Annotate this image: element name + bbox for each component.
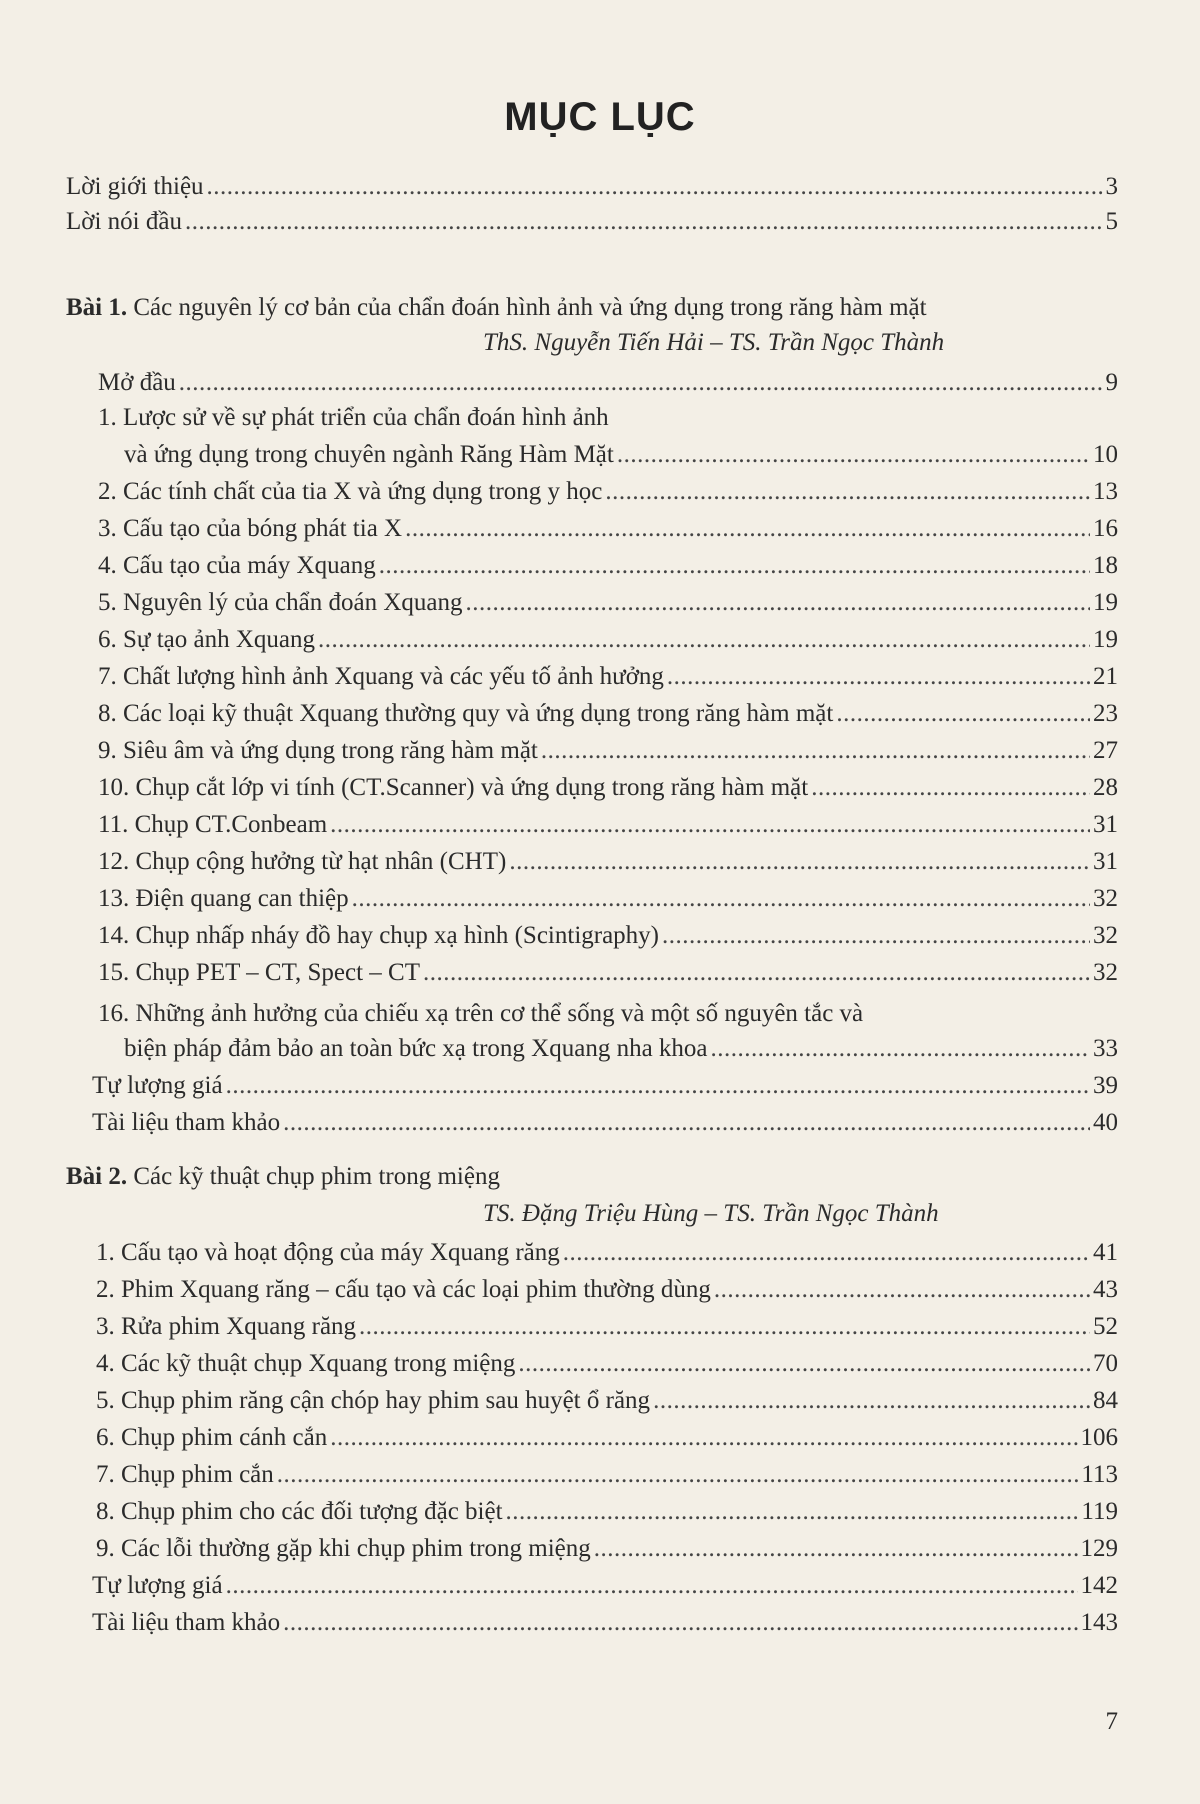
toc-page-number: 119 [1081,1498,1118,1525]
toc-entry-label[interactable]: 16. Những ảnh hưởng của chiếu xạ trên cơ thể sống và một số nguyên tắc và [98,1000,864,1027]
toc-entry[interactable] [98,810,1118,840]
toc-entry-label: 15. Chụp PET – CT, Spect – CT [98,959,420,986]
leader-dots [506,1497,1079,1527]
toc-entry-label: 8. Các loại kỹ thuật Xquang thường quy và ứng dụng trong răng hàm mặt [98,700,834,727]
toc-page-number: 3 [1105,173,1118,200]
toc-entry-label: Tài liệu tham khảo [92,1109,281,1136]
leader-dots [711,1034,1090,1064]
toc-page-number: 19 [1093,589,1118,616]
toc-page-number: 23 [1093,700,1118,727]
toc-entry[interactable] [98,662,1118,692]
toc-page-number: 27 [1093,737,1118,764]
leader-dots [330,1423,1077,1453]
toc-entry-label: 3. Rửa phim Xquang răng [96,1313,357,1340]
toc-page-number: 10 [1093,441,1118,468]
toc-entry-label: Lời giới thiệu [66,173,204,200]
leader-dots [541,736,1090,766]
lesson-2-heading[interactable] [66,1162,500,1192]
toc-entry[interactable] [98,625,1118,655]
lesson-1-authors: ThS. Nguyễn Tiến Hải – TS. Trần Ngọc Thành [483,329,945,356]
leader-dots [465,588,1090,618]
toc-entry-label: 2. Phim Xquang răng – cấu tạo và các loại phim thường dùng [96,1276,711,1303]
toc-entry-label: 2. Các tính chất của tia X và ứng dụng trong y học [98,478,603,505]
leader-dots [283,1608,1077,1638]
leader-dots [226,1071,1090,1101]
toc-entry[interactable] [98,847,1118,877]
leader-dots [605,477,1090,507]
leader-dots [423,958,1090,988]
toc-entry-label: Mở đầu [98,369,176,396]
toc-entry[interactable] [98,514,1118,544]
toc-page-number: 33 [1093,1035,1118,1062]
toc-entry[interactable] [96,1349,1118,1379]
leader-dots [330,810,1090,840]
leader-dots [714,1275,1090,1305]
leader-dots [405,514,1090,544]
leader-dots [518,1349,1090,1379]
toc-entry-label: 4. Cấu tạo của máy Xquang [98,552,376,579]
toc-page-number: 28 [1093,774,1118,801]
toc-page-number: 5 [1105,208,1118,235]
toc-entry[interactable] [96,1312,1118,1342]
toc-entry-label: 3. Cấu tạo của bóng phát tia X [98,515,403,542]
toc-entry-label: 6. Sự tạo ảnh Xquang [98,626,315,653]
toc-entry-label: 7. Chất lượng hình ảnh Xquang và các yếu tố ảnh hưởng [98,663,664,690]
toc-entry-references[interactable] [92,1608,1118,1638]
toc-entry-label: Lời nói đầu [66,208,182,235]
toc-page-number: 106 [1080,1424,1118,1451]
toc-entry-introduction[interactable] [66,172,1118,202]
toc-entry[interactable] [98,958,1118,988]
toc-entry-label: Tự lượng giá [92,1572,223,1599]
toc-page-number: 18 [1093,552,1118,579]
page-number: 7 [1105,1708,1118,1735]
leader-dots [509,847,1090,877]
toc-entry-label: và ứng dụng trong chuyên ngành Răng Hàm Mặt [124,441,614,468]
toc-page-number: 31 [1093,811,1118,838]
lesson-number: Bài 1. [66,294,128,321]
toc-page-number: 32 [1093,922,1118,949]
toc-page-number: 13 [1093,478,1118,505]
toc-entry-label: 9. Các lỗi thường gặp khi chụp phim trong miệng [96,1535,591,1562]
toc-entry-label: 1. Cấu tạo và hoạt động của máy Xquang răng [96,1239,560,1266]
leader-dots [667,662,1090,692]
toc-entry[interactable] [96,1238,1118,1268]
toc-entry[interactable] [96,1460,1118,1490]
toc-page-number: 52 [1093,1313,1118,1340]
leader-dots [179,368,1103,398]
leader-dots [277,1460,1079,1490]
leader-dots [594,1534,1078,1564]
leader-dots [359,1312,1090,1342]
toc-entry[interactable] [96,1423,1118,1453]
toc-page-number: 43 [1093,1276,1118,1303]
toc-entry-label: 10. Chụp cắt lớp vi tính (CT.Scanner) và ứng dụng trong răng hàm mặt [98,774,809,801]
leader-dots [662,921,1090,951]
toc-page-number: 32 [1093,959,1118,986]
leader-dots [226,1571,1078,1601]
toc-entry[interactable] [98,921,1118,951]
toc-entry[interactable] [96,1386,1118,1416]
toc-entry-references[interactable] [92,1108,1118,1138]
toc-page-number: 113 [1081,1461,1118,1488]
toc-page-number: 31 [1093,848,1118,875]
toc-entry[interactable] [98,551,1118,581]
lesson-title: Các kỹ thuật chụp phim trong miệng [133,1163,500,1190]
toc-entry-label: Tài liệu tham khảo [92,1609,281,1636]
leader-dots [617,440,1090,470]
toc-entry-label: 11. Chụp CT.Conbeam [98,811,328,838]
toc-entry-label: Tự lượng giá [92,1072,223,1099]
leader-dots [207,172,1103,202]
toc-entry[interactable] [98,773,1118,803]
lesson-1-heading[interactable] [66,293,927,323]
toc-page-number: 70 [1093,1350,1118,1377]
toc-page-number: 9 [1105,369,1118,396]
toc-entry-label: 6. Chụp phim cánh cắn [96,1424,328,1451]
toc-entry-label: 14. Chụp nhấp nháy đồ hay chụp xạ hình (Scintigraphy) [98,922,660,949]
lesson-number: Bài 2. [66,1163,128,1190]
leader-dots [352,884,1090,914]
toc-page-number: 21 [1093,663,1118,690]
toc-page-number: 142 [1080,1572,1118,1599]
leader-dots [653,1386,1090,1416]
toc-entry-label: biện pháp đảm bảo an toàn bức xạ trong Xquang nha khoa [124,1035,708,1062]
toc-page-number: 84 [1093,1387,1118,1414]
toc-page-number: 39 [1093,1072,1118,1099]
toc-entry-self-assessment[interactable] [92,1571,1118,1601]
leader-dots [379,551,1090,581]
toc-entry[interactable] [98,588,1118,618]
toc-entry[interactable] [98,368,1118,398]
toc-entry[interactable] [98,477,1118,507]
toc-page-number: 129 [1080,1535,1118,1562]
toc-entry-label: 12. Chụp cộng hưởng từ hạt nhân (CHT) [98,848,507,875]
toc-entry[interactable] [124,440,1118,470]
toc-entry[interactable] [96,1497,1118,1527]
leader-dots [185,207,1103,237]
toc-entry-label: 4. Các kỹ thuật chụp Xquang trong miệng [96,1350,516,1377]
toc-entry-label: 8. Chụp phim cho các đối tượng đặc biệt [96,1498,503,1525]
toc-entry-label: 5. Nguyên lý của chẩn đoán Xquang [98,589,463,616]
leader-dots [283,1108,1090,1138]
toc-entry-label: 9. Siêu âm và ứng dụng trong răng hàm mặt [98,737,538,764]
toc-entry[interactable] [98,699,1118,729]
toc-entry[interactable] [98,884,1118,914]
leader-dots [563,1238,1090,1268]
toc-page-number: 41 [1093,1239,1118,1266]
page-title: MỤC LỤC [504,95,696,139]
toc-page-number: 143 [1080,1609,1118,1636]
toc-entry-label: 13. Điện quang can thiệp [98,885,349,912]
toc-entry-preface[interactable] [66,207,1118,237]
leader-dots [836,699,1090,729]
lesson-2-authors: TS. Đặng Triệu Hùng – TS. Trần Ngọc Thành [483,1200,939,1227]
toc-entry[interactable] [96,1275,1118,1305]
toc-entry[interactable] [96,1534,1118,1564]
toc-page-number: 19 [1093,626,1118,653]
leader-dots [318,625,1090,655]
leader-dots [811,773,1090,803]
toc-entry-label: 7. Chụp phim cắn [96,1461,274,1488]
toc-page-number: 40 [1093,1109,1118,1136]
toc-page-number: 16 [1093,515,1118,542]
toc-entry-label: 5. Chụp phim răng cận chóp hay phim sau huyệt ổ răng [96,1387,651,1414]
toc-entry[interactable] [124,1034,1118,1064]
toc-page-number: 32 [1093,885,1118,912]
toc-entry-self-assessment[interactable] [92,1071,1118,1101]
lesson-title: Các nguyên lý cơ bản của chẩn đoán hình ảnh và ứng dụng trong răng hàm mặt [133,294,927,321]
toc-entry-label[interactable]: 1. Lược sử về sự phát triển của chẩn đoán hình ảnh [98,404,609,431]
toc-entry[interactable] [98,736,1118,766]
